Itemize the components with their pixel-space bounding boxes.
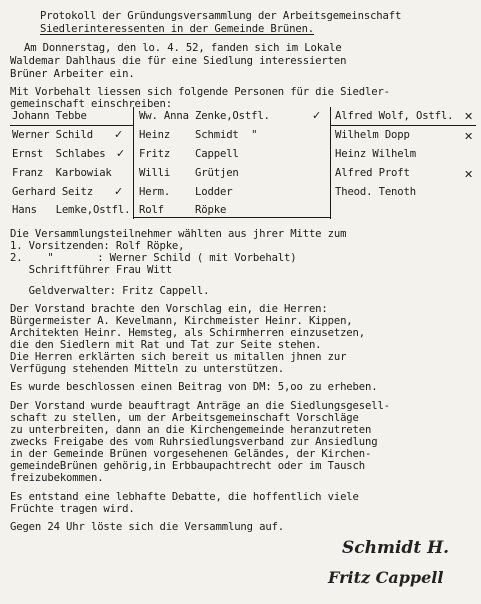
motion-line: freizubekommen. (10, 472, 104, 484)
election-line: Die Versammlungsteilnehmer wählten aus jhrer Mitte zum (10, 228, 347, 240)
motion-line: gemeindeBrünen gehörig,in Erbbaupachtrecht oder im Tausch (10, 460, 365, 472)
board-line: Der Vorstand brachte den Vorschlag ein, die Herren: (10, 303, 328, 315)
document-title-line-2: Siedlerinteressenten in der Gemeinde Brünen. (40, 23, 315, 35)
motion-line: Der Vorstand wurde beauftragt Anträge an die Siedlungsgesell- (10, 400, 390, 412)
attendee-name: Heinz Schmidt " (139, 129, 258, 141)
attendee-name: Ww. Anna Zenke,Ostfl. (139, 110, 270, 122)
document-title-line-1: Protokoll der Gründungsversammlung der Arbeitsgemeinschaft (40, 10, 402, 22)
signature-2: Fritz Cappell (328, 568, 444, 587)
attendee-name: Alfred Proft (335, 167, 410, 179)
reservation-line: gemeinschaft einschreiben: (10, 98, 172, 110)
table-rule (330, 125, 476, 126)
table-rule (10, 125, 133, 126)
board-line: Bürgermeister A. Kevelmann, Kirchmeister Heinr. Kippen, (10, 315, 353, 327)
attendee-name: Ernst Schlabes (12, 148, 106, 160)
fee-line: Es wurde beschlossen einen Beitrag von DM: 5,oo zu erheben. (10, 381, 378, 393)
motion-line: schaft zu stellen, um der Arbeitsgemeinschaft Vorschläge (10, 412, 359, 424)
attendee-name: Werner Schild (12, 129, 93, 141)
attendee-table (10, 107, 476, 219)
motion-line: in der Gemeinde Brünen vorgesehenen Geländes, der Kirchen- (10, 448, 372, 460)
handwritten-cross-mark: ✕ (464, 110, 474, 123)
board-line: Verfügung stehenden Mitteln zu unterstützen. (10, 363, 285, 375)
debate-line: Früchte tragen wird. (10, 503, 135, 515)
intro-line: Brüner Arbeiter ein. (10, 68, 135, 80)
election-line: 1. Vorsitzenden: Rolf Röpke, (10, 240, 185, 252)
attendee-name: Wilhelm Dopp (335, 129, 410, 141)
reservation-line: Mit Vorbehalt liessen sich folgende Personen für die Siedler- (10, 86, 390, 98)
election-line: Geldverwalter: Fritz Cappell. (10, 285, 210, 297)
handwritten-check-mark: ✓ (114, 185, 124, 198)
attendee-name: Hans Lemke,Ostfl. (12, 204, 131, 216)
election-line: Schriftführer Frau Witt (10, 264, 172, 276)
board-line: Architekten Heinr. Hemsteg, als Schirmherren einzusetzen, (10, 327, 365, 339)
intro-line: Waldemar Dahlhaus die für eine Siedlung interessierten (10, 55, 347, 67)
handwritten-check-mark: ✓ (312, 109, 322, 122)
signature-1: Schmidt H. (342, 538, 450, 558)
table-rule (133, 217, 330, 218)
attendee-name: Gerhard Seitz (12, 186, 93, 198)
handwritten-check-mark: ✓ (116, 147, 126, 160)
intro-line: Am Donnerstag, den lo. 4. 52, fanden sich im Lokale (24, 42, 342, 54)
election-line: 2. " : Werner Schild ( mit Vorbehalt) (10, 252, 297, 264)
attendee-name: Herm. Lodder (139, 186, 233, 198)
attendee-name: Theod. Tenoth (335, 186, 416, 198)
attendee-name: Alfred Wolf, Ostfl. (335, 110, 454, 122)
attendee-name: Fritz Cappell (139, 148, 239, 160)
attendee-name: Johann Tebbe (12, 110, 87, 122)
closing-line: Gegen 24 Uhr löste sich die Versammlung auf. (10, 521, 285, 533)
attendee-name: Franz Karbowiak (12, 167, 112, 179)
handwritten-cross-mark: ✕ (464, 130, 474, 143)
motion-line: zu unterbreiten, dann an die Kirchengemeinde heranzutreten (10, 424, 372, 436)
handwritten-cross-mark: ✕ (464, 168, 474, 181)
debate-line: Es entstand eine lebhafte Debatte, die hoffentlich viele (10, 491, 359, 503)
handwritten-check-mark: ✓ (114, 128, 124, 141)
attendee-name: Willi Grütjen (139, 167, 239, 179)
attendee-name: Heinz Wilhelm (335, 148, 416, 160)
motion-line: zwecks Freigabe des vom Ruhrsiedlungsverband zur Ansiedlung (10, 436, 378, 448)
attendee-name: Rolf Röpke (139, 204, 227, 216)
board-line: Die Herren erklärten sich bereit us mitallen jhnen zur (10, 351, 347, 363)
table-divider (133, 107, 134, 219)
table-divider (330, 107, 331, 219)
board-line: die den Siedlern mit Rat und Tat zur Seite stehen. (10, 339, 322, 351)
